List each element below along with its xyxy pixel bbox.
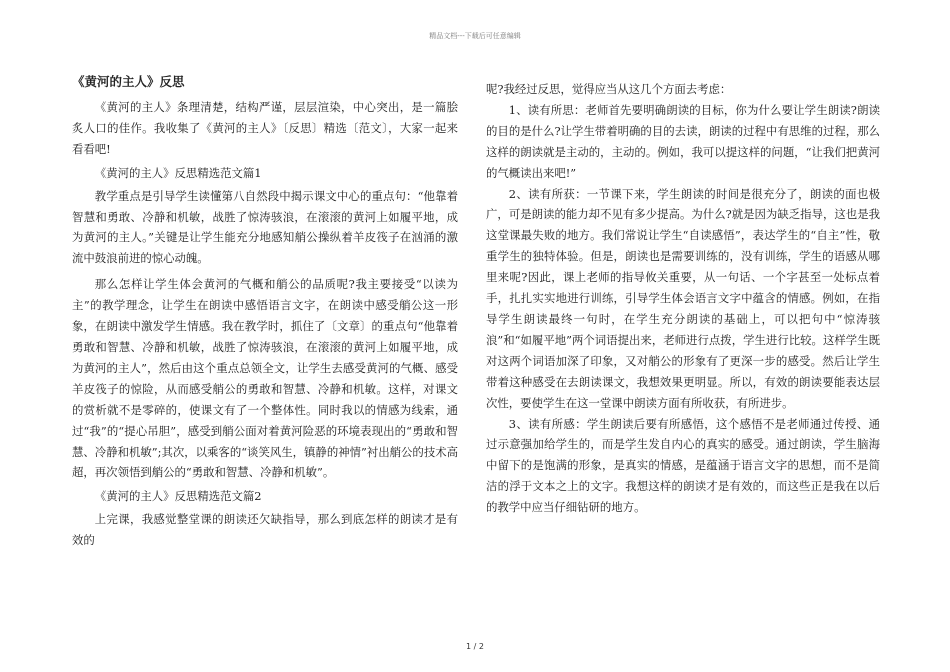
paragraph: 上完课，我感觉整堂课的朗读还欠缺指导，那么到底怎样的朗读才是有效的 bbox=[72, 512, 458, 548]
page-header: 精品文档---下载后可任意编辑 bbox=[429, 32, 521, 40]
right-column bbox=[486, 79, 880, 518]
list-item-2: 2、读有所获：一节课下来，学生朗读的时间是很充分了，朗读的面也极广，可是朗读的能力却不见有多少提高。为什么?就是因为缺乏指导，这也是我这堂课最失败的地方。我们常说让学生“自读感悟”，表达学生的“自主”性，敬重学生的独特体验。但是，朗读也是需要训练的，没有训练，学生的语感从哪里来呢?因此，课上老师的指导攸关重要，从一句话、一个字甚至一处标点着手，扎扎实实地进行训练，引导学生体会语言文字中蕴含的情感。例如，在指导学生朗读最终一句时，在学生充分朗读的基础上，可以把句中“惊涛骇浪”和“如履平地”两个词语提出来，老师进行点拨，学生进行比较。这样学生既对这两个词语加深了印象，又对艄公的形象有了更深一步的感受。然后让学生带着这种感受在去朗读课文，我想效果更明显。所以，有效的朗读要能表达层次性，要使学生在这一堂课中朗读方面有所收获，有所进步。 bbox=[486, 186, 880, 410]
paragraph: 那么怎样让学生体会黄河的气概和艄公的品质呢?我主要接受“以读为主”的教学理念，让学生在朗读中感悟语言文字，在朗读中感受艄公这一形象，在朗读中激发学生情感。我在教学时，抓住了〔文章〕的重点句“他靠着勇敢和智慧、冷静和机敏，战胜了惊涛骇浪，在滚滚的黄河上如履平地，成为黄河的主人”，然后由这个重点总领全文，让学生去感受黄河的气概、感受羊皮筏子的惊险，从而感受艄公的勇敢和智慧、冷静和机敏。这样，对课文的赏析就不是零碎的，使课文有了一个整体性。同时我以的情感为线索，通过“我”的“提心吊胆”，感受到艄公面对着黄河险恶的环境表现出的“勇敢和智慧、冷静和机敏”;其次，以乘客的“谈笑风生，镇静的神情”衬出艄公的技术高超，再次领悟到艄公的“勇敢和智慧、冷静和机敏”。 bbox=[72, 277, 458, 480]
paragraph: 呢?我经过反思，觉得应当从这几个方面去考虑： bbox=[486, 82, 732, 96]
intro-paragraph: 《黄河的主人》条理清楚，结构严谨，层层渲染，中心突出，是一篇脍炙人口的佳作。我收集了《黄河的主人》〔反思〕精选〔范文〕，大家一起来看看吧! bbox=[72, 100, 458, 156]
list-item-3: 3、读有所感：学生朗读后要有所感悟，这个感悟不是老师通过传授、通过示意强加给学生的，而是学生发自内心的真实的感受。通过朗读，学生脑海中留下的是饱满的形象，是真实的情感，是蕴涵于语言文字的思想，而不是简洁的浮于文本之上的文字。我想这样的朗读才是有效的，而这些正是我在以后的教学中应当仔细钻研的地方。 bbox=[486, 416, 880, 515]
paragraph: 教学重点是引导学生读懂第八自然段中揭示课文中心的重点句：“他靠着智慧和勇敢、冷静和机敏，战胜了惊涛骇浪，在滚滚的黄河上如履平地，成为黄河的主人。”关键是让学生能充分地感知艄公操纵着羊皮筏子在汹涌的激流中鼓浪前进的惊心动魄。 bbox=[72, 188, 458, 266]
left-column bbox=[72, 72, 458, 551]
document-title: 《黄河的主人》反思 bbox=[72, 74, 185, 89]
list-item-1: 1、读有所思：老师首先要明确朗读的目标，你为什么要让学生朗读?朗读的目的是什么?让学生带着明确的目的去读，朗读的过程中有思维的过程，那么这样的朗读就是主动的，主动的。例如，我可以提这样的问题，“让我们把黄河的气概读出来吧!” bbox=[486, 102, 880, 180]
section-heading-2: 《黄河的主人》反思精选范文篇2 bbox=[94, 489, 262, 504]
section-heading-1: 《黄河的主人》反思精选范文篇1 bbox=[94, 165, 262, 180]
page-number: 1 / 2 bbox=[466, 642, 484, 651]
